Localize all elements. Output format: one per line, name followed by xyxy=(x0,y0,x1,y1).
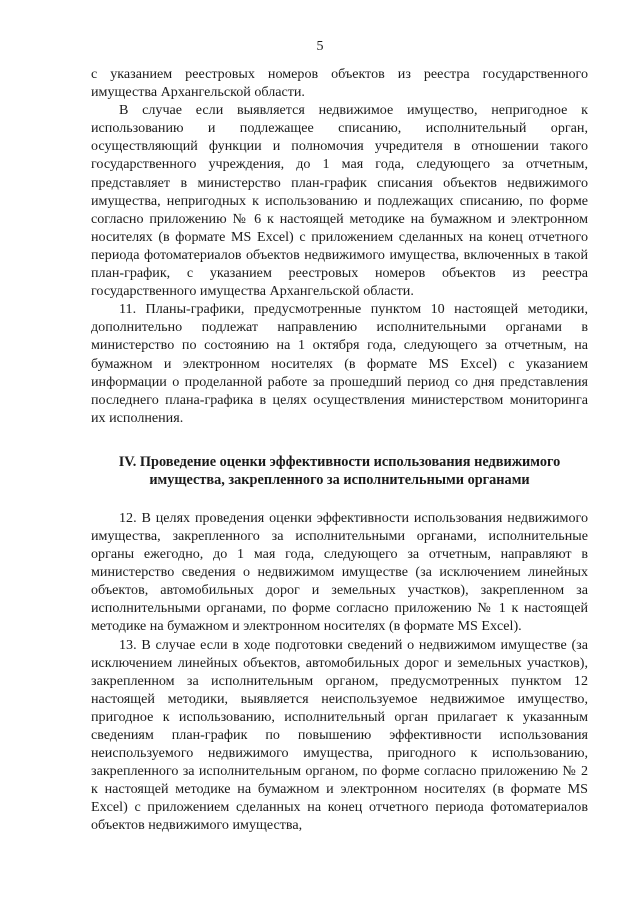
document-body xyxy=(91,65,588,835)
page-number: 5 xyxy=(316,39,324,54)
paragraph-unsuitable-property: В случае если выявляется недвижимое имущество, непригодное к использованию и подлежащее списанию, исполнительный орган, осуществляющий функции и полномочия учредителя в отношении такого государственного учреждения, до 1 мая года, следующего за отчетным, представляет в министерство план-график списания объектов недвижимого имущества, непригодных к использованию и подлежащих списанию, по форме согласно приложению № 6 к настоящей методике на бумажном и электронном носителях (в формате MS Excel) с приложением сделанных на конец отчетного периода фотоматериалов объектов недвижимого имущества, включенных в такой план-график, с указанием реестровых номеров объектов из реестра государственного имущества Архангельской области. xyxy=(91,102,588,300)
section-heading-line-2: имущества, закрепленного за исполнительными органами xyxy=(149,472,530,489)
section-heading-line-1: IV. Проведение оценки эффективности использования недвижимого xyxy=(118,453,561,470)
paragraph-continuation: с указанием реестровых номеров объектов из реестра государственного имущества Архангельской области. xyxy=(91,66,588,101)
section-heading xyxy=(91,453,588,490)
paragraph-item-13: 13. В случае если в ходе подготовки сведений о недвижимом имуществе (за исключением линейных объектов, автомобильных дорог и земельных участков), закрепленном за исполнительным органом, предусмотренных пунктом 12 настоящей методики, выявляется неиспользуемое недвижимое имущество, пригодное к использованию, исполнительный орган прилагает к указанным сведениям план-график по повышению эффективности использования неиспользуемого недвижимого имущества, пригодного к использованию, закрепленного за исполнительным органом, по форме согласно приложению № 2 к настоящей методике на бумажном и электронном носителях (в формате MS Excel) с приложением сделанных на конец отчетного периода фотоматериалов объектов недвижимого имущества, xyxy=(91,636,588,834)
paragraph-item-12: 12. В целях проведения оценки эффективности использования недвижимого имущества, закрепленного за исполнительными органами, исполнительные органы ежегодно, до 1 мая года, следующего за отчетным, направляют в министерство сведения о недвижимом имуществе (за исключением линейных объектов, автомобильных дорог и земельных участков), закрепленном за исполнительными органами, по форме согласно приложению № 1 к настоящей методике на бумажном и электронном носителях (в формате MS Excel). xyxy=(91,509,588,635)
paragraph-item-11: 11. Планы-графики, предусмотренные пунктом 10 настоящей методики, дополнительно подлежат направлению исполнительными органами в министерство по состоянию на 1 октября года, следующего за отчетным, на бумажном и электронном носителях (в формате MS Excel) с указанием информации о проделанной работе за прошедший период со дня представления последнего плана-графика в целях осуществления министерством мониторинга их исполнения. xyxy=(91,301,588,426)
